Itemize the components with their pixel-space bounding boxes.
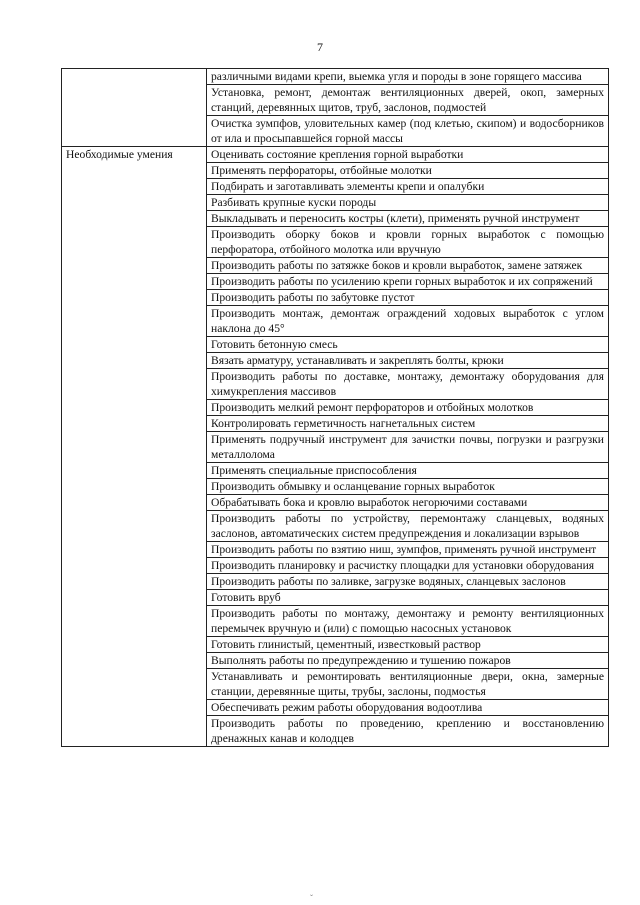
skill-item: Производить обмывку и осланцевание горных выработок [207,479,609,495]
skill-item: Применять специальные приспособления [207,463,609,479]
skill-item: Оценивать состояние крепления горной выработки [207,147,609,163]
skill-item: Подбирать и заготавливать элементы крепи и опалубки [207,179,609,195]
skill-item: Производить работы по взятию ниш, зумпфов, применять ручной инструмент [207,542,609,558]
skill-item: Производить работы по устройству, перемонтажу сланцевых, водяных заслонов, автоматических систем предупреждения и локализации взрывов [207,511,609,542]
skill-item: Производить мелкий ремонт перфораторов и отбойных молотков [207,400,609,416]
skill-item: Производить работы по усилению крепи горных выработок и их сопряжений [207,274,609,290]
skill-item: Производить монтаж, демонтаж ограждений ходовых выработок с углом наклона до 45° [207,306,609,337]
skill-row [62,147,609,163]
continuation-item: различными видами крепи, выемка угля и породы в зоне горящего массива [207,69,609,85]
skill-item: Производить работы по заливке, загрузке водяных, сланцевых заслонов [207,574,609,590]
skill-item: Устанавливать и ремонтировать вентиляционные двери, окна, замерные станции, деревянные щиты, трубы, заслоны, подмостья [207,669,609,700]
skills-table [61,68,609,747]
skill-item: Контролировать герметичность нагнетальных систем [207,416,609,432]
skills-label: Необходимые умения [62,147,207,747]
label-cell-empty [62,69,207,147]
skill-item: Производить планировку и расчистку площадки для установки оборудования [207,558,609,574]
page-number: 7 [317,40,323,54]
scan-mark: ˇ [310,893,313,903]
skill-item: Производить работы по монтажу, демонтажу и ремонту вентиляционных перемычек вручную и (или) с помощью насосных установок [207,606,609,637]
skill-item: Выкладывать и переносить костры (клети), применять ручной инструмент [207,211,609,227]
continuation-item: Очистка зумпфов, уловительных камер (под клетью, скипом) и водосборников от ила и просыпавшейся горной массы [207,116,609,147]
skill-item: Вязать арматуру, устанавливать и закреплять болты, крюки [207,353,609,369]
skill-item: Применять перфораторы, отбойные молотки [207,163,609,179]
skill-item: Производить оборку боков и кровли горных выработок с помощью перфоратора, отбойного молотка или вручную [207,227,609,258]
skill-item: Выполнять работы по предупреждению и тушению пожаров [207,653,609,669]
continuation-row [62,69,609,85]
skill-item: Производить работы по затяжке боков и кровли выработок, замене затяжек [207,258,609,274]
skill-item: Применять подручный инструмент для зачистки почвы, погрузки и разгрузки металлолома [207,432,609,463]
skill-item: Производить работы по забутовке пустот [207,290,609,306]
skill-item: Разбивать крупные куски породы [207,195,609,211]
skill-item: Обеспечивать режим работы оборудования водоотлива [207,700,609,716]
skill-item: Производить работы по доставке, монтажу, демонтажу оборудования для химукрепления массивов [207,369,609,400]
skill-item: Обрабатывать бока и кровлю выработок негорючими составами [207,495,609,511]
skills-table-body [62,69,609,747]
skill-item: Производить работы по проведению, креплению и восстановлению дренажных канав и колодцев [207,716,609,747]
continuation-item: Установка, ремонт, демонтаж вентиляционных дверей, окоп, замерных станций, деревянных щитов, труб, заслонов, подмостей [207,85,609,116]
skill-item: Готовить бетонную смесь [207,337,609,353]
skill-item: Готовить вруб [207,590,609,606]
skill-item: Готовить глинистый, цементный, известковый раствор [207,637,609,653]
